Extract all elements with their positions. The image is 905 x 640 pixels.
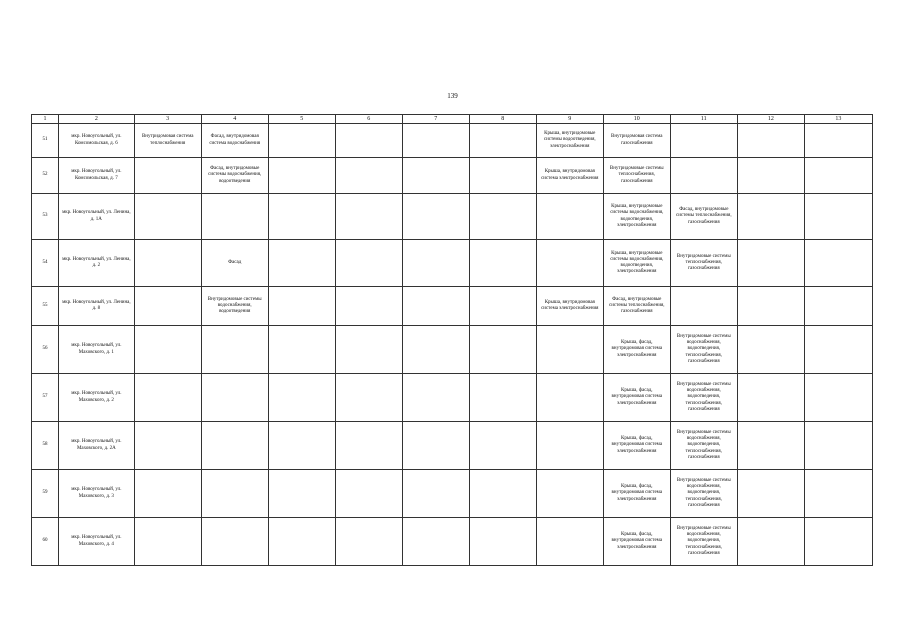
work-cell bbox=[536, 240, 603, 287]
work-cell: Крыша, внутридомовая система электроснабжения bbox=[536, 287, 603, 326]
empty-cell bbox=[402, 470, 469, 518]
table-header bbox=[32, 115, 873, 124]
empty-cell bbox=[737, 470, 804, 518]
empty-cell bbox=[268, 124, 335, 158]
empty-cell bbox=[469, 287, 536, 326]
address-cell: мкр. Новоугольный, ул. Маховского, д. 2А bbox=[59, 422, 135, 470]
column-header: 6 bbox=[335, 115, 402, 124]
empty-cell bbox=[335, 422, 402, 470]
empty-cell bbox=[469, 158, 536, 194]
address-cell: мкр. Новоугольный, ул. Ленина, д. 2 bbox=[59, 240, 135, 287]
empty-cell bbox=[402, 158, 469, 194]
empty-cell bbox=[469, 422, 536, 470]
row-number: 58 bbox=[32, 422, 59, 470]
empty-cell bbox=[804, 374, 872, 422]
work-cell bbox=[201, 470, 268, 518]
table-row bbox=[32, 124, 873, 158]
empty-cell bbox=[804, 422, 872, 470]
empty-cell bbox=[335, 287, 402, 326]
work-cell: Внутридомовые системы водоснабжения, водоотведения, теплоснабжения, газоснабжения bbox=[670, 518, 737, 566]
empty-cell bbox=[737, 287, 804, 326]
empty-cell bbox=[804, 240, 872, 287]
empty-cell bbox=[804, 194, 872, 240]
column-header: 1 bbox=[32, 115, 59, 124]
work-cell bbox=[201, 194, 268, 240]
empty-cell bbox=[335, 470, 402, 518]
empty-cell bbox=[268, 240, 335, 287]
empty-cell bbox=[469, 124, 536, 158]
address-cell: мкр. Новоугольный, ул. Маховского, д. 2 bbox=[59, 374, 135, 422]
empty-cell bbox=[402, 287, 469, 326]
page-number: 139 bbox=[447, 92, 458, 100]
address-cell: мкр. Новоугольный, ул. Комсомольская, д. 6 bbox=[59, 124, 135, 158]
empty-cell bbox=[469, 194, 536, 240]
table-row bbox=[32, 194, 873, 240]
empty-cell bbox=[268, 470, 335, 518]
work-cell bbox=[134, 240, 201, 287]
work-cell: Крыша, фасад, внутридомовая система электроснабжения bbox=[603, 470, 670, 518]
table-row bbox=[32, 158, 873, 194]
work-cell: Крыша, фасад, внутридомовая система электроснабжения bbox=[603, 374, 670, 422]
column-header: 2 bbox=[59, 115, 135, 124]
row-number: 54 bbox=[32, 240, 59, 287]
work-cell bbox=[536, 194, 603, 240]
table-row bbox=[32, 374, 873, 422]
row-number: 57 bbox=[32, 374, 59, 422]
column-header: 3 bbox=[134, 115, 201, 124]
address-cell: мкр. Новоугольный, ул. Маховского, д. 4 bbox=[59, 518, 135, 566]
work-cell: Внутридомовые системы водоснабжения, водоотведения bbox=[201, 287, 268, 326]
work-cell bbox=[134, 158, 201, 194]
work-cell: Фасад, внутридомовая система водоснабжения bbox=[201, 124, 268, 158]
work-cell: Внутридомовые системы теплоснабжения, газоснабжения bbox=[670, 240, 737, 287]
empty-cell bbox=[804, 326, 872, 374]
column-header: 5 bbox=[268, 115, 335, 124]
work-cell: Крыша, внутридомовые системы водоснабжения, водоотведения, электроснабжения bbox=[603, 194, 670, 240]
work-cell: Крыша, внутридомовая система электроснабжения bbox=[536, 158, 603, 194]
empty-cell bbox=[737, 194, 804, 240]
column-header: 10 bbox=[603, 115, 670, 124]
empty-cell bbox=[335, 124, 402, 158]
work-cell bbox=[670, 124, 737, 158]
work-cell: Фасад, внутридомовые системы водоснабжения, водоотведения bbox=[201, 158, 268, 194]
empty-cell bbox=[469, 326, 536, 374]
row-number: 53 bbox=[32, 194, 59, 240]
empty-cell bbox=[268, 374, 335, 422]
work-cell bbox=[134, 194, 201, 240]
work-cell bbox=[536, 374, 603, 422]
work-cell: Фасад, внутридомовые системы теплоснабжения, газоснабжения bbox=[603, 287, 670, 326]
empty-cell bbox=[402, 422, 469, 470]
row-number: 51 bbox=[32, 124, 59, 158]
column-header: 11 bbox=[670, 115, 737, 124]
empty-cell bbox=[335, 158, 402, 194]
empty-cell bbox=[804, 124, 872, 158]
empty-cell bbox=[469, 518, 536, 566]
empty-cell bbox=[402, 124, 469, 158]
work-cell bbox=[134, 518, 201, 566]
empty-cell bbox=[335, 194, 402, 240]
work-cell: Внутридомовые системы водоснабжения, водоотведения, теплоснабжения, газоснабжения bbox=[670, 374, 737, 422]
work-cell bbox=[201, 326, 268, 374]
work-cell: Крыша, фасад, внутридомовая система электроснабжения bbox=[603, 326, 670, 374]
table-row bbox=[32, 470, 873, 518]
work-cell bbox=[134, 470, 201, 518]
work-cell bbox=[536, 518, 603, 566]
empty-cell bbox=[737, 518, 804, 566]
table-row bbox=[32, 287, 873, 326]
empty-cell bbox=[268, 422, 335, 470]
repair-schedule-table bbox=[31, 114, 873, 566]
empty-cell bbox=[268, 326, 335, 374]
work-cell: Крыша, внутридомовые системы водоснабжения, водоотведения, электроснабжения bbox=[603, 240, 670, 287]
work-cell bbox=[134, 422, 201, 470]
address-cell: мкр. Новоугольный, ул. Ленина, д. 1А bbox=[59, 194, 135, 240]
address-cell: мкр. Новоугольный, ул. Ленина, д. 8 bbox=[59, 287, 135, 326]
empty-cell bbox=[469, 374, 536, 422]
work-cell bbox=[134, 326, 201, 374]
work-cell bbox=[670, 287, 737, 326]
empty-cell bbox=[737, 240, 804, 287]
work-cell bbox=[536, 326, 603, 374]
column-header: 8 bbox=[469, 115, 536, 124]
empty-cell bbox=[335, 518, 402, 566]
work-cell: Внутридомовые системы теплоснабжения, газоснабжения bbox=[603, 158, 670, 194]
header-row bbox=[32, 115, 873, 124]
work-cell: Внутридомовая система теплоснабжения bbox=[134, 124, 201, 158]
address-cell: мкр. Новоугольный, ул. Маховского, д. 1 bbox=[59, 326, 135, 374]
work-cell bbox=[536, 470, 603, 518]
work-cell bbox=[201, 518, 268, 566]
empty-cell bbox=[737, 422, 804, 470]
row-number: 59 bbox=[32, 470, 59, 518]
table-body bbox=[32, 124, 873, 566]
empty-cell bbox=[737, 158, 804, 194]
work-cell bbox=[670, 158, 737, 194]
work-cell: Внутридомовые системы водоснабжения, водоотведения, теплоснабжения, газоснабжения bbox=[670, 470, 737, 518]
table-row bbox=[32, 518, 873, 566]
address-cell: мкр. Новоугольный, ул. Маховского, д. 3 bbox=[59, 470, 135, 518]
work-cell: Внутридомовые системы водоснабжения, водоотведения, теплоснабжения, газоснабжения bbox=[670, 326, 737, 374]
column-header: 4 bbox=[201, 115, 268, 124]
row-number: 60 bbox=[32, 518, 59, 566]
work-cell: Крыша, внутридомовые системы водоотведения, электроснабжения bbox=[536, 124, 603, 158]
work-cell: Крыша, фасад, внутридомовая система электроснабжения bbox=[603, 422, 670, 470]
empty-cell bbox=[268, 518, 335, 566]
table-row bbox=[32, 240, 873, 287]
empty-cell bbox=[804, 518, 872, 566]
empty-cell bbox=[804, 470, 872, 518]
empty-cell bbox=[335, 326, 402, 374]
empty-cell bbox=[335, 240, 402, 287]
empty-cell bbox=[268, 194, 335, 240]
column-header: 7 bbox=[402, 115, 469, 124]
work-cell bbox=[201, 422, 268, 470]
empty-cell bbox=[804, 287, 872, 326]
empty-cell bbox=[737, 124, 804, 158]
column-header: 13 bbox=[804, 115, 872, 124]
empty-cell bbox=[469, 470, 536, 518]
empty-cell bbox=[737, 374, 804, 422]
work-cell bbox=[201, 374, 268, 422]
empty-cell bbox=[402, 518, 469, 566]
empty-cell bbox=[402, 326, 469, 374]
column-header: 9 bbox=[536, 115, 603, 124]
empty-cell bbox=[804, 158, 872, 194]
address-cell: мкр. Новоугольный, ул. Комсомольская, д. 7 bbox=[59, 158, 135, 194]
empty-cell bbox=[402, 240, 469, 287]
empty-cell bbox=[402, 374, 469, 422]
table-row bbox=[32, 422, 873, 470]
work-cell: Внутридомовая система газоснабжения bbox=[603, 124, 670, 158]
empty-cell bbox=[402, 194, 469, 240]
work-cell: Фасад bbox=[201, 240, 268, 287]
empty-cell bbox=[737, 326, 804, 374]
column-header: 12 bbox=[737, 115, 804, 124]
work-cell bbox=[134, 287, 201, 326]
row-number: 55 bbox=[32, 287, 59, 326]
work-cell: Внутридомовые системы водоснабжения, водоотведения, теплоснабжения, газоснабжения bbox=[670, 422, 737, 470]
work-cell bbox=[536, 422, 603, 470]
row-number: 52 bbox=[32, 158, 59, 194]
empty-cell bbox=[335, 374, 402, 422]
work-cell: Фасад, внутридомовые системы теплоснабжения, газоснабжения bbox=[670, 194, 737, 240]
work-cell: Крыша, фасад, внутридомовая система электроснабжения bbox=[603, 518, 670, 566]
empty-cell bbox=[268, 158, 335, 194]
work-cell bbox=[134, 374, 201, 422]
empty-cell bbox=[469, 240, 536, 287]
empty-cell bbox=[268, 287, 335, 326]
row-number: 56 bbox=[32, 326, 59, 374]
table-row bbox=[32, 326, 873, 374]
